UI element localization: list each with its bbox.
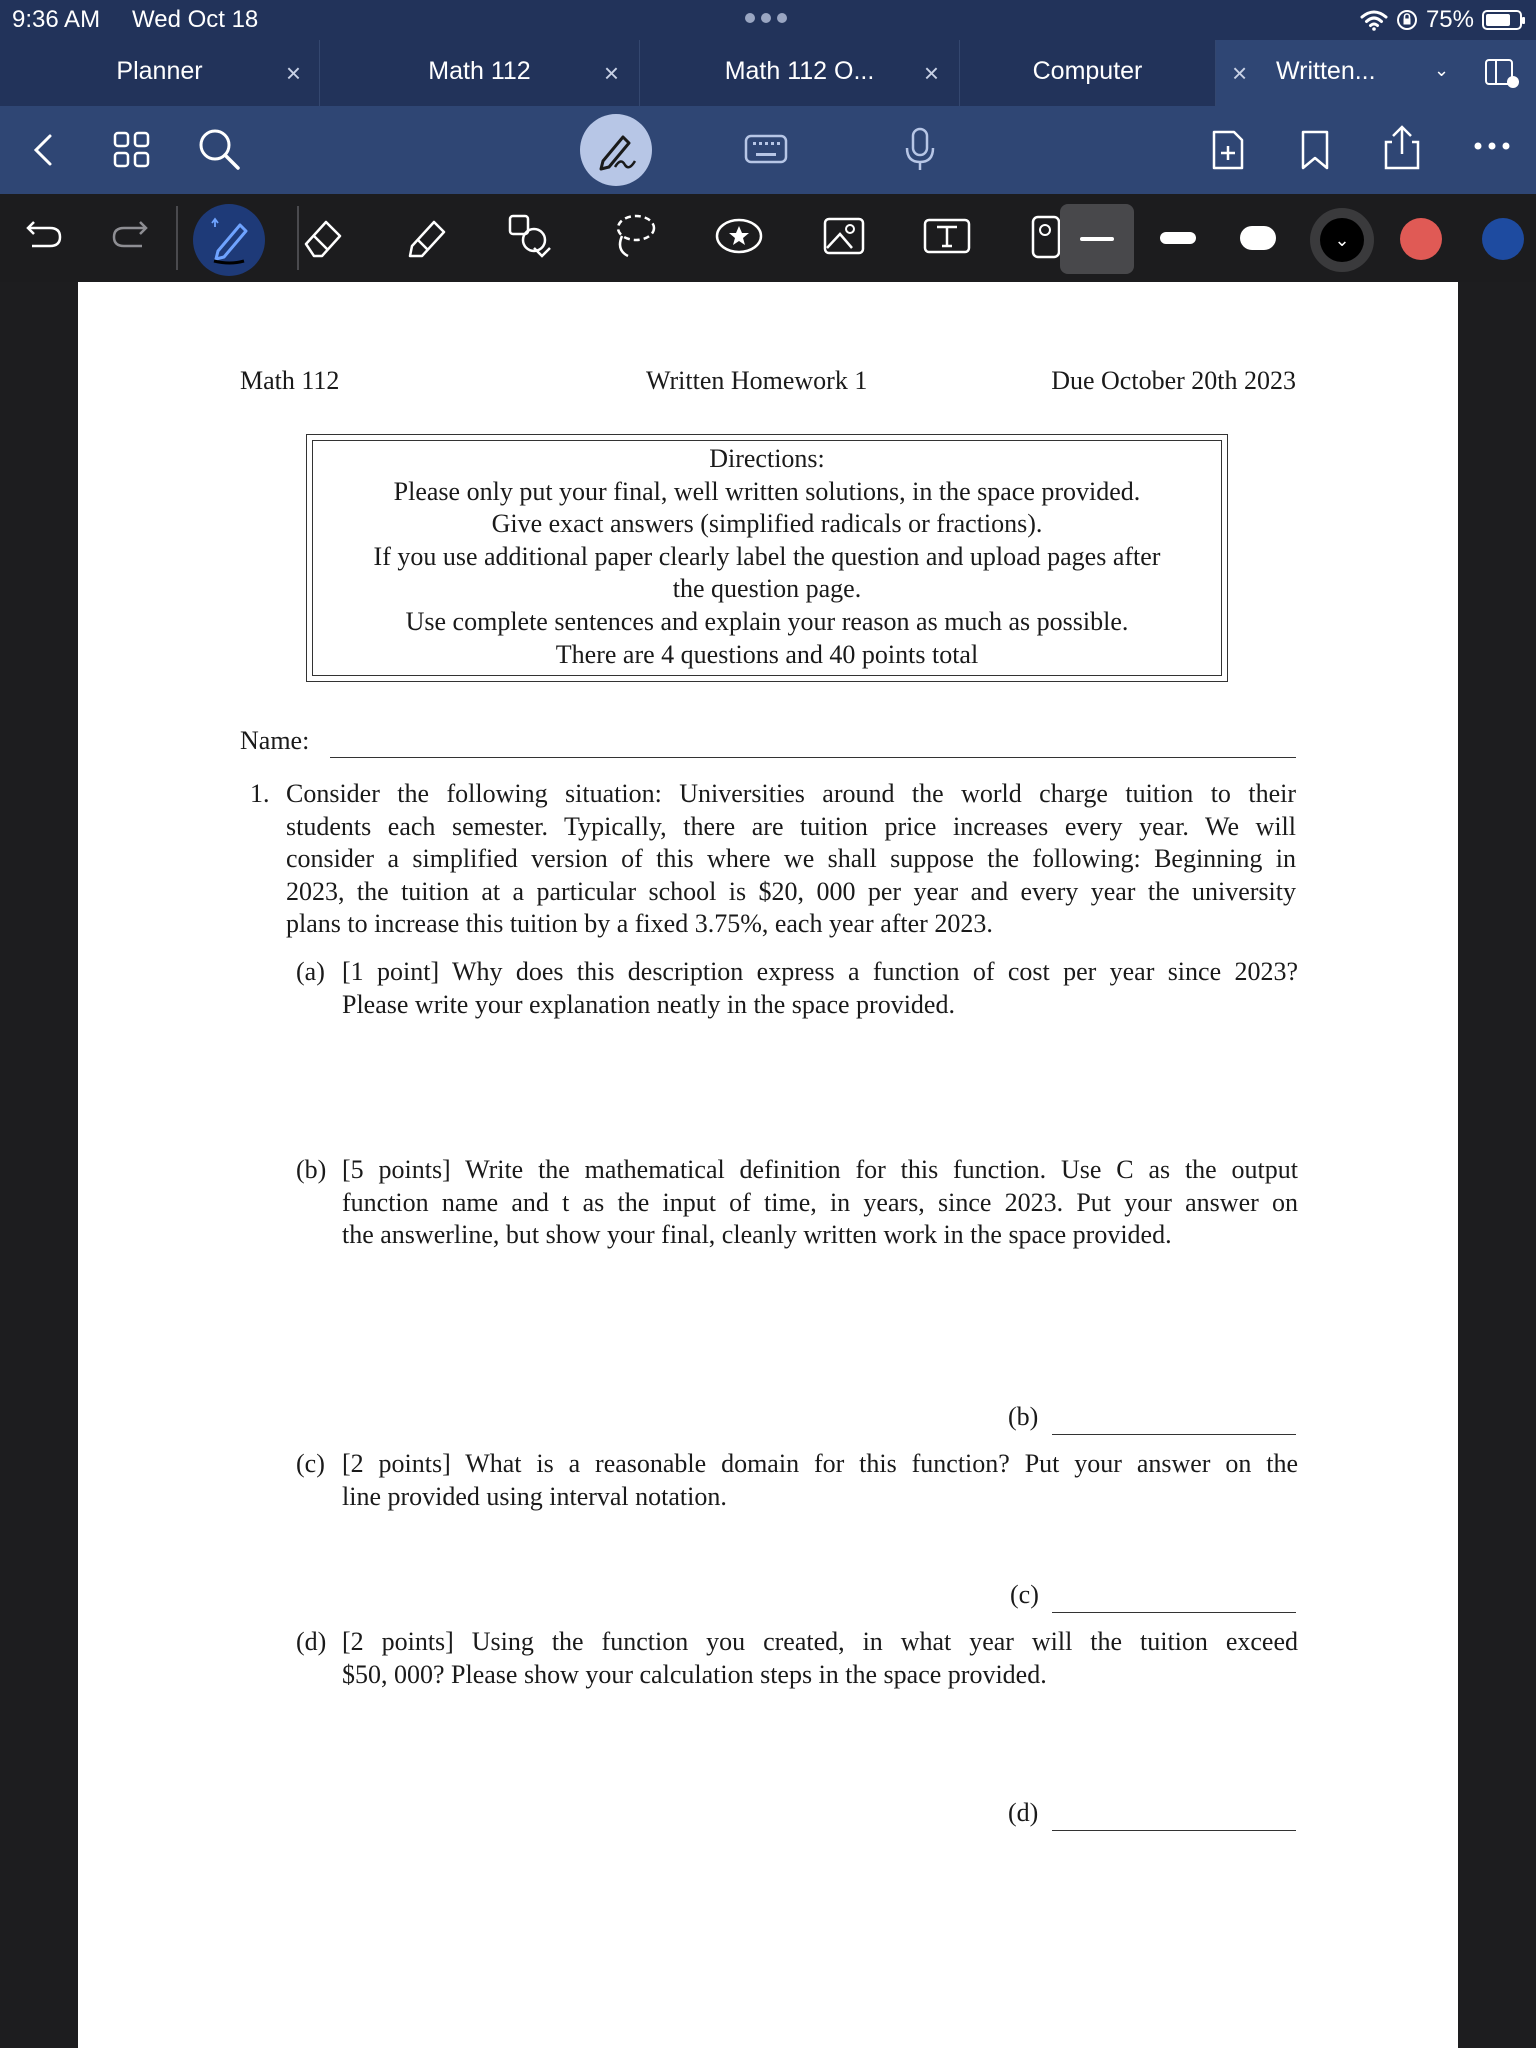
tab-title: Written... bbox=[1276, 57, 1376, 85]
tab-bar bbox=[0, 40, 1536, 106]
tab-title: Planner bbox=[116, 57, 203, 85]
answer-line-b[interactable] bbox=[1008, 1402, 1296, 1432]
directions-box bbox=[306, 434, 1228, 682]
pen-tool-button[interactable] bbox=[193, 204, 265, 276]
part-label: (b) bbox=[296, 1155, 327, 1184]
answer-line[interactable] bbox=[1052, 1612, 1296, 1613]
pen-mode-button[interactable] bbox=[580, 114, 652, 186]
pen-icon bbox=[204, 213, 254, 267]
thick-stroke-size-button[interactable] bbox=[1240, 226, 1276, 250]
directions-line: the question page. bbox=[672, 574, 862, 604]
close-tab-icon[interactable]: × bbox=[1232, 58, 1248, 88]
assignment-title: Written Homework 1 bbox=[646, 366, 868, 395]
microphone-icon[interactable] bbox=[902, 126, 938, 174]
part-line: [2 points] What is a reasonable domain for this function? Put your answer on the bbox=[342, 1449, 1298, 1478]
elements-icon[interactable] bbox=[1030, 214, 1060, 260]
medium-stroke-size-button[interactable] bbox=[1160, 232, 1196, 244]
chevron-down-icon: ⌄ bbox=[1320, 218, 1364, 262]
directions-line: Use complete sentences and explain your reason as much as possible. bbox=[405, 606, 1129, 636]
answer-label: (c) bbox=[1010, 1580, 1039, 1609]
directions-line: Please only put your final, well written solutions, in the space provided. bbox=[393, 476, 1141, 506]
name-field[interactable] bbox=[240, 726, 1296, 756]
undo-icon[interactable] bbox=[20, 218, 64, 258]
part-line: function name and t as the input of time, in years, since 2023. Put your answer on bbox=[342, 1187, 1298, 1217]
color-swatch-blue[interactable] bbox=[1482, 218, 1524, 260]
bookmark-icon[interactable] bbox=[1298, 128, 1332, 172]
answer-label: (d) bbox=[1008, 1798, 1039, 1827]
tab-math-112-o[interactable] bbox=[640, 40, 960, 106]
search-icon[interactable] bbox=[196, 126, 242, 172]
shapes-icon[interactable] bbox=[506, 212, 554, 260]
question-number: 1. bbox=[250, 779, 270, 808]
color-picker-button[interactable] bbox=[1310, 208, 1374, 272]
multitasking-dots-icon[interactable] bbox=[745, 13, 787, 23]
text-box-icon[interactable] bbox=[922, 216, 972, 256]
keyboard-icon[interactable] bbox=[744, 132, 788, 166]
color-swatch-red[interactable] bbox=[1400, 218, 1442, 260]
tab-title: Computer bbox=[1032, 57, 1143, 85]
orientation-lock-icon bbox=[1396, 9, 1418, 31]
question-line: plans to increase this tuition by a fixed 3.75%, each year after 2023. bbox=[286, 909, 993, 939]
question-line: 2023, the tuition at a particular school is $20, 000 per year and every year the university bbox=[286, 876, 1296, 906]
part-line: $50, 000? Please show your calculation steps in the space provided. bbox=[342, 1659, 1047, 1689]
question-line: consider a simplified version of this where we shall suppose the following: Beginning in bbox=[286, 844, 1296, 874]
answer-line[interactable] bbox=[1052, 1434, 1296, 1435]
question-line: students each semester. Typically, there are tuition price increases every year. We will bbox=[286, 811, 1296, 841]
directions-line: Directions: bbox=[709, 444, 825, 473]
answer-line-d[interactable] bbox=[1008, 1798, 1296, 1828]
course-name: Math 112 bbox=[240, 366, 340, 395]
tab-title: Math 112 O... bbox=[724, 57, 875, 85]
tab-title: Math 112 bbox=[428, 57, 531, 85]
highlighter-icon[interactable] bbox=[404, 214, 450, 260]
part-line: [1 point] Why does this description express a function of cost per year since 2023? bbox=[342, 957, 1298, 986]
tab-math-112[interactable] bbox=[320, 40, 640, 106]
status-bar bbox=[0, 0, 1536, 40]
answer-line-c[interactable] bbox=[1010, 1580, 1296, 1610]
answer-line[interactable] bbox=[1052, 1830, 1296, 1831]
part-label: (a) bbox=[296, 957, 325, 986]
tab-planner[interactable] bbox=[0, 40, 320, 106]
drawing-toolbar bbox=[0, 194, 1536, 282]
add-page-icon[interactable] bbox=[1210, 128, 1246, 172]
back-chevron-icon[interactable] bbox=[30, 128, 58, 172]
part-label: (c) bbox=[296, 1449, 325, 1478]
document-page[interactable] bbox=[78, 282, 1458, 2048]
close-tab-icon[interactable]: × bbox=[603, 58, 619, 88]
grid-view-icon[interactable] bbox=[112, 130, 152, 170]
directions-line: If you use additional paper clearly label the question and upload pages after bbox=[373, 541, 1161, 571]
part-label: (d) bbox=[296, 1627, 327, 1656]
part-line: [2 points] Using the function you created, in what year will the tuition exceed bbox=[342, 1627, 1298, 1656]
thin-stroke-size-button[interactable] bbox=[1060, 204, 1134, 274]
battery-percent: 75% bbox=[1425, 6, 1474, 33]
pen-scribble-icon bbox=[593, 127, 639, 173]
question-line: Consider the following situation: Universities around the world charge tuition to their bbox=[286, 779, 1296, 808]
battery-level-fill bbox=[1486, 14, 1510, 26]
lasso-icon[interactable] bbox=[612, 210, 658, 262]
directions-line: There are 4 questions and 40 points total bbox=[555, 639, 979, 669]
name-answer-line[interactable] bbox=[330, 757, 1296, 758]
redo-icon[interactable] bbox=[110, 218, 154, 258]
due-date: Due October 20th 2023 bbox=[1051, 366, 1296, 395]
more-options-icon[interactable] bbox=[1472, 140, 1512, 152]
split-view-icon[interactable] bbox=[1484, 58, 1520, 90]
sticker-icon[interactable] bbox=[714, 214, 764, 258]
part-line: Please write your explanation neatly in the space provided. bbox=[342, 989, 955, 1019]
directions-line: Give exact answers (simplified radicals or fractions). bbox=[491, 509, 1043, 539]
part-line: the answerline, but show your final, cleanly written work in the space provided. bbox=[342, 1220, 1172, 1250]
status-time: 9:36 AM bbox=[12, 6, 101, 33]
battery-icon bbox=[1482, 10, 1522, 30]
part-line: [5 points] Write the mathematical definition for this function. Use C as the output bbox=[342, 1155, 1298, 1184]
image-icon[interactable] bbox=[822, 214, 866, 258]
wifi-icon bbox=[1360, 9, 1388, 31]
share-icon[interactable] bbox=[1380, 124, 1424, 172]
navigation-toolbar bbox=[0, 106, 1536, 194]
tab-computer[interactable] bbox=[960, 40, 1216, 106]
status-date: Wed Oct 18 bbox=[132, 6, 259, 33]
eraser-icon[interactable] bbox=[300, 214, 346, 260]
tab-overflow-chevron-icon[interactable]: ⌄ bbox=[1434, 60, 1450, 80]
answer-label: (b) bbox=[1008, 1402, 1039, 1431]
close-tab-icon[interactable]: × bbox=[923, 58, 939, 88]
name-label: Name: bbox=[240, 726, 310, 755]
close-tab-icon[interactable]: × bbox=[285, 58, 301, 88]
part-line: line provided using interval notation. bbox=[342, 1481, 727, 1511]
